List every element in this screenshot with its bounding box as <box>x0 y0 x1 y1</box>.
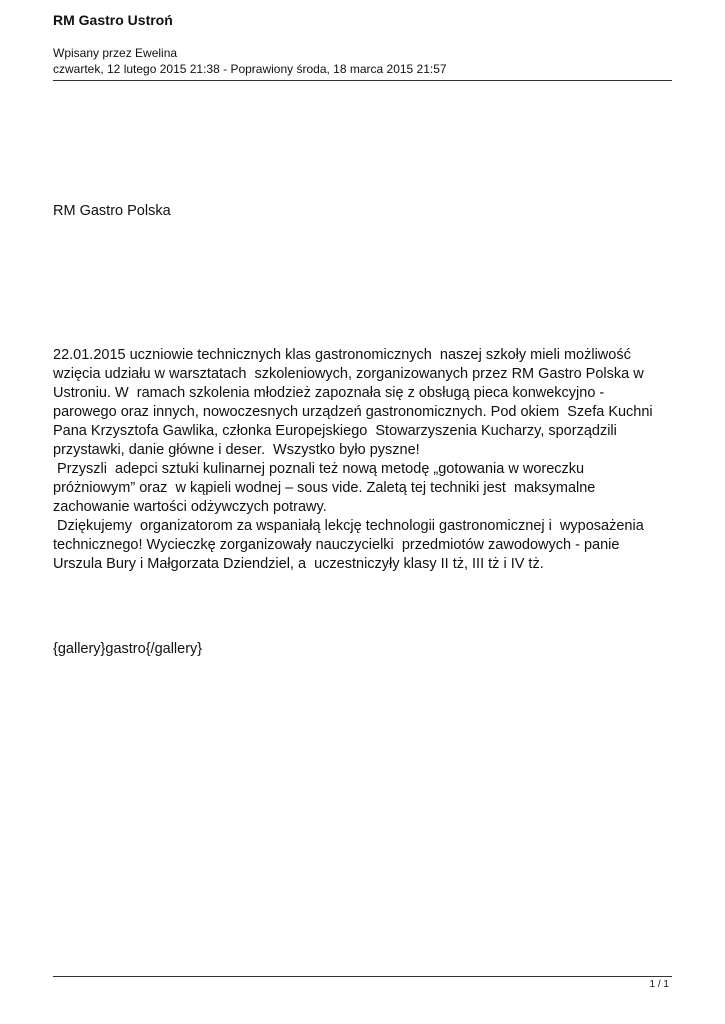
article-line: technicznego! Wycieczkę zorganizowały nauczycielki przedmiotów zawodowych - panie <box>53 537 620 553</box>
article-line: 22.01.2015 uczniowie technicznych klas gastronomicznych naszej szkoły mieli możliwość <box>53 347 631 363</box>
document-title: RM Gastro Ustroń <box>53 12 173 28</box>
page-number: 1 / 1 <box>649 979 669 990</box>
article-line: Urszula Bury i Małgorzata Dziendziel, a uczestniczyły klasy II tż, III tż i IV tż. <box>53 556 544 572</box>
gallery-placeholder: {gallery}gastro{/gallery} <box>53 641 203 657</box>
article-line: przystawki, danie główne i deser. Wszystko było pyszne! <box>53 442 420 458</box>
article-line: Pana Krzysztofa Gawlika, członka Europejskiego Stowarzyszenia Kucharzy, sporządzili <box>53 423 617 439</box>
footer-divider <box>53 976 672 977</box>
article-line: próżniowym” oraz w kąpieli wodnej – sous vide. Zaletą tej techniki jest maksymalne <box>53 480 596 496</box>
article-subtitle: RM Gastro Polska <box>53 203 171 219</box>
header-divider <box>53 80 672 81</box>
article-line: Dziękujemy organizatorom za wspaniałą lekcję technologii gastronomicznej i wyposażenia <box>53 518 644 534</box>
article-line: Przyszli adepci sztuki kulinarnej poznali też nową metodę „gotowania w woreczku <box>53 461 585 477</box>
article-line: wzięcia udziału w warsztatach szkoleniowych, zorganizowanych przez RM Gastro Polska w <box>53 366 644 382</box>
dates-line: czwartek, 12 lutego 2015 21:38 - Poprawiony środa, 18 marca 2015 21:57 <box>53 62 447 76</box>
article-line: zachowanie wartości odżywczych potrawy. <box>53 499 327 515</box>
article-line: parowego oraz innych, nowoczesnych urządzeń gastronomicznych. Pod okiem Szefa Kuchni <box>53 404 653 420</box>
author-line: Wpisany przez Ewelina <box>53 46 178 60</box>
article-line: Ustroniu. W ramach szkolenia młodzież zapoznała się z obsługą pieca konwekcyjno - <box>53 385 605 401</box>
article-body <box>53 346 673 574</box>
